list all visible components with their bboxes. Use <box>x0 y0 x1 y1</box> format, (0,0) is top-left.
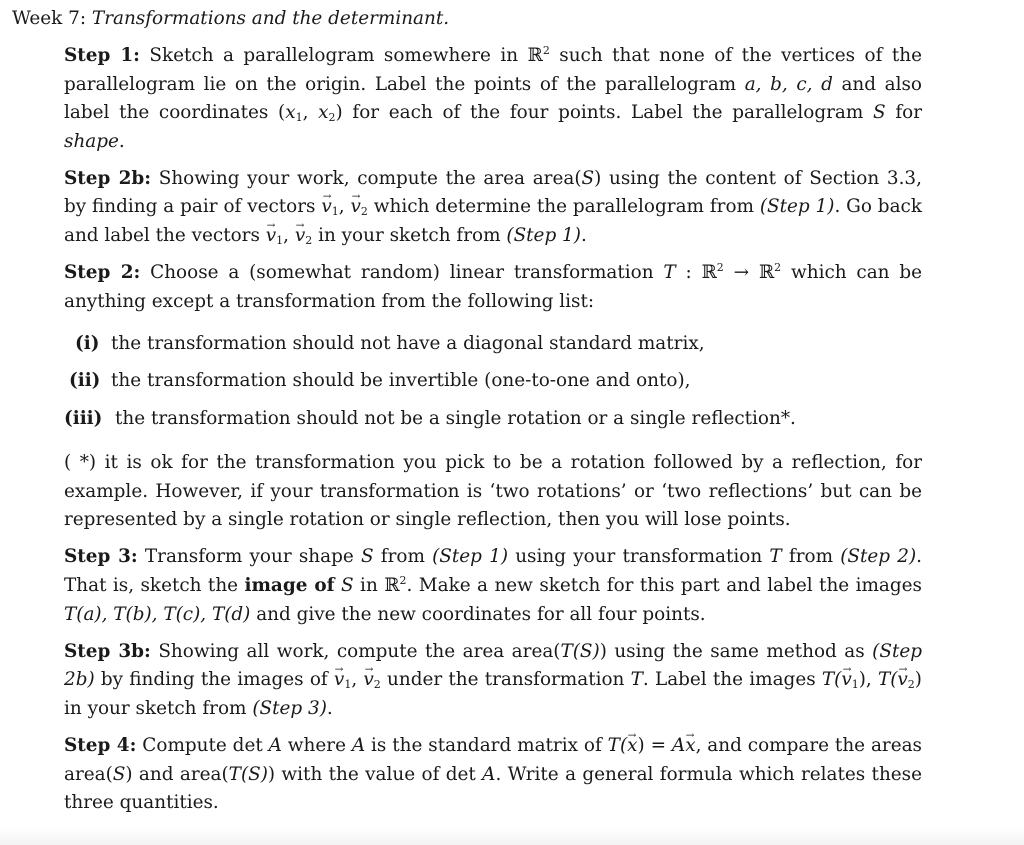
list-item <box>64 330 922 359</box>
math-vector-x: → x <box>685 732 695 761</box>
text: , and compare the areas area( <box>64 734 922 785</box>
text: . <box>118 130 125 152</box>
week-label: Week 7: <box>12 8 87 29</box>
text: ) and area( <box>125 763 229 785</box>
math-vector: → v <box>363 666 373 695</box>
assignment-body <box>64 42 922 826</box>
text: such that none of the vertices of the parallelogram lie on the origin. Label the points of the parallelogram <box>64 45 922 95</box>
step-reference: (Step 3) <box>252 697 327 719</box>
math-s: S <box>360 546 374 568</box>
math-equals: ) = <box>637 734 672 756</box>
text: Transform your shape <box>144 546 361 568</box>
text: ), <box>858 669 878 691</box>
math-x2: x <box>318 102 329 124</box>
text: ) using the same method as <box>599 640 873 662</box>
math-r: ℝ <box>384 575 400 596</box>
math-a: A <box>671 734 686 756</box>
math-sub: 2 <box>907 678 915 692</box>
week-title: Transformations and the determinant. <box>91 8 450 29</box>
math-r: ℝ <box>758 262 775 284</box>
text: which determine the parallelogram from <box>367 196 760 218</box>
math-a: A <box>482 763 496 785</box>
text: Showing all work, compute the area area( <box>158 640 561 662</box>
step-4 <box>64 732 922 818</box>
text: from <box>373 546 433 568</box>
text: ) with the value of det <box>267 763 483 785</box>
math-sup: 2 <box>716 261 724 275</box>
math-s: S <box>581 167 595 189</box>
math-vector: → v <box>897 666 907 695</box>
math-a: A <box>351 734 366 756</box>
footnote: ( *) it is ok for the transformation you pick to be a rotation followed by a reflection, for example. However, if your transformation is ‘two rotations’ or ‘two reflections’ but can be represented by a single rotation or single reflection, then you will lose points. <box>64 452 922 531</box>
exclusion-list <box>64 330 922 433</box>
math-t-open: T( <box>877 669 898 691</box>
text: . <box>580 225 587 247</box>
text: from <box>781 546 841 568</box>
math-t: T <box>769 546 782 568</box>
step-3b <box>64 638 922 724</box>
step-2-label: Step 2: <box>64 262 141 284</box>
math-sup: 2 <box>399 574 407 587</box>
text: . Write a general formula which relates these three quantities. <box>64 763 922 814</box>
math-t: T <box>663 262 676 284</box>
text: ) using the content of Section 3.3, by finding a pair of vectors <box>64 167 922 218</box>
step-3b-label: Step 3b: <box>64 640 151 662</box>
text: is the standard matrix of <box>365 734 608 756</box>
math-sub: 1 <box>276 234 284 248</box>
step-4-label: Step 4: <box>64 734 137 756</box>
text: under the transformation <box>380 669 631 691</box>
step-3 <box>64 543 922 629</box>
math-t-open: T( <box>607 734 628 756</box>
math-images: T(a), T(b), T(c), T(d) <box>64 603 251 625</box>
text: by finding the images of <box>94 669 334 691</box>
text: in your sketch from <box>312 225 507 247</box>
bold-image-of: image of <box>244 575 335 596</box>
math-vector: → v <box>321 193 331 222</box>
text: for <box>885 102 922 124</box>
step-reference: (Step 1) <box>432 546 508 568</box>
text: : <box>675 262 702 284</box>
page-header <box>12 5 449 34</box>
text: and also label the coordinates ( <box>64 73 922 124</box>
math-sub: 2 <box>305 234 313 248</box>
text: , <box>283 225 295 247</box>
math-vector: → v <box>841 666 851 695</box>
math-s: S <box>112 763 126 785</box>
step-reference: (Step 2) <box>840 546 917 568</box>
text: . That is, sketch the <box>64 546 922 596</box>
math-sub: 1 <box>331 205 339 219</box>
text: ) <box>914 669 922 691</box>
list-item <box>64 367 922 396</box>
math-ts: T(S) <box>560 640 600 662</box>
bottom-shade <box>0 827 1024 845</box>
math-sub: 1 <box>344 678 352 692</box>
math-t-open: T( <box>821 669 842 691</box>
text: Showing your work, compute the area area( <box>158 167 582 189</box>
step-1 <box>64 42 922 156</box>
text: Compute det <box>142 734 269 756</box>
math-x1: x <box>285 102 296 124</box>
math-sub: 2 <box>328 111 336 125</box>
text: . <box>326 697 333 719</box>
text: . Label the images <box>642 669 822 691</box>
text: in your sketch from <box>64 697 253 719</box>
step-3-label: Step 3: <box>64 546 138 568</box>
emph-shape: shape <box>64 130 119 152</box>
math-sub: 1 <box>851 678 859 692</box>
step-reference: (Step 1) <box>759 196 835 218</box>
math-a: A <box>268 734 282 756</box>
math-vector-x: → x <box>627 732 637 761</box>
list-item <box>64 405 922 434</box>
math-t: T <box>630 669 643 691</box>
math-sup: 2 <box>542 44 550 57</box>
text: where <box>281 734 352 756</box>
text: Sketch a parallelogram somewhere in <box>149 45 528 66</box>
text: . Make a new sketch for this part and label the images <box>406 575 922 596</box>
step-2b <box>64 165 922 251</box>
math-sub: 2 <box>373 678 381 692</box>
step-1-label: Step 1: <box>64 45 140 66</box>
list-text: the transformation should not have a diagonal standard matrix, <box>111 333 705 355</box>
step-2 <box>64 259 922 316</box>
text: ) for each of the four points. Label the parallelogram <box>335 102 874 124</box>
text: using your transformation <box>508 546 770 568</box>
math-r: ℝ <box>527 45 543 66</box>
math-vector: → v <box>334 666 344 695</box>
math-sup: 2 <box>774 261 782 275</box>
math-s: S <box>873 102 886 124</box>
math-r: ℝ <box>701 262 717 284</box>
text: , <box>338 196 351 218</box>
text: and give the new coordinates for all four points. <box>250 603 706 625</box>
list-text: the transformation should be invertible (one-to-one and onto), <box>111 370 691 392</box>
text: Choose a (somewhat random) linear transformation <box>150 262 664 284</box>
step-reference: (Step 2b) <box>64 640 922 691</box>
text: which can be anything except a transformation from the following list: <box>64 262 922 312</box>
list-text: the transformation should not be a single rotation or a single reflection*. <box>115 407 796 429</box>
math-arrow: → <box>723 262 759 284</box>
step-reference: (Step 1) <box>506 225 581 247</box>
list-number: (i) <box>75 333 100 355</box>
text: , <box>351 669 364 691</box>
math-ts: T(S) <box>228 763 268 785</box>
text: , <box>302 102 319 124</box>
list-number: (ii) <box>69 370 101 392</box>
math-vector: → v <box>266 222 276 251</box>
text: . Go back and label the vectors <box>64 196 922 247</box>
math-vector: → v <box>350 193 360 222</box>
math-sub: 1 <box>295 111 303 125</box>
step-2b-label: Step 2b: <box>64 167 152 189</box>
text: in <box>353 575 385 596</box>
math-sub: 2 <box>360 205 368 219</box>
list-number: (iii) <box>64 407 103 429</box>
math-s: S <box>341 575 354 596</box>
math-vector: → v <box>295 222 305 251</box>
math-points: a, b, c, d <box>744 73 833 95</box>
